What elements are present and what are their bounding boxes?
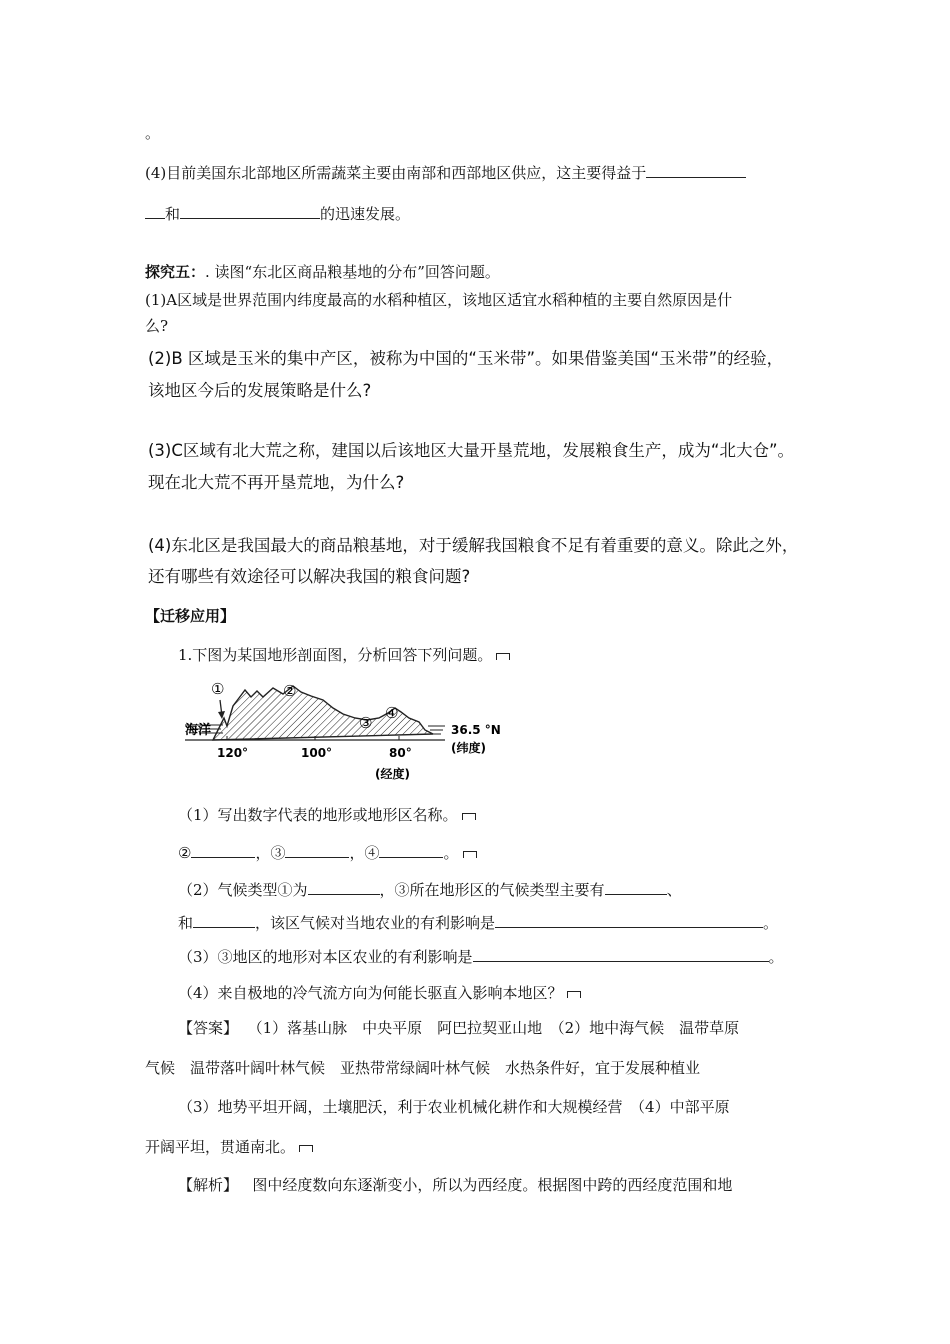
answer-line-4 — [145, 1137, 313, 1157]
paragraph-mark-icon — [299, 1145, 313, 1152]
us-q4-text: (4)目前美国东北部地区所需蔬菜主要由南部和西部地区供应，这主要得益于 — [145, 164, 647, 182]
latitude-label: 36.5 °N — [451, 723, 501, 737]
sub1-label-4: ，④ — [349, 844, 380, 862]
analysis-line — [178, 1175, 732, 1195]
explore5-heading — [145, 262, 500, 282]
sub-question-2-line2 — [178, 913, 778, 933]
sub2-line2-end: 。 — [763, 914, 779, 932]
explore5-q2-line1: (2)B 区域是玉米的集中产区，被称为中国的“玉米带”。如果借鉴美国“玉米带”的经验， — [148, 349, 784, 368]
sub4-text: （4）来自极地的冷气流方向为何能长驱直入影响本地区？ — [178, 984, 563, 1002]
us-question-4-line1 — [145, 163, 746, 183]
explore5-q2-line2: 该地区今后的发展策略是什么? — [148, 381, 372, 400]
paragraph-mark-icon — [462, 813, 476, 820]
application-q1-text: 1.下图为某国地形剖面图，分析回答下列问题。 — [178, 646, 493, 664]
explore5-q3-line2: 现在北大荒不再开垦荒地，为什么? — [148, 473, 405, 492]
label-3: ③ — [359, 714, 373, 732]
answer-label: 【答案】 — [178, 1019, 239, 1037]
sub1-label-2: ② — [178, 844, 192, 862]
us-q4-blank-2[interactable] — [180, 204, 320, 219]
label-1: ① — [211, 680, 225, 698]
sub2-blank-3[interactable] — [193, 913, 255, 928]
sub1-text: （1）写出数字代表的地形或地形区名称。 — [178, 806, 458, 824]
sub1-blank-4[interactable] — [379, 843, 443, 858]
sub3-end: 。 — [768, 948, 784, 966]
sub-question-1-answers — [178, 843, 477, 863]
label-2: ② — [283, 682, 297, 700]
sub1-blank-3[interactable] — [285, 843, 349, 858]
terrain-cross-section — [213, 686, 433, 740]
sub2-mid: ，③所在地形区的气候类型主要有 — [379, 881, 605, 899]
us-q4-end: 的迅速发展。 — [320, 205, 411, 223]
explore5-title: 探究五： — [145, 263, 206, 281]
paragraph-mark-icon — [463, 851, 477, 858]
sub3-blank[interactable] — [473, 947, 769, 962]
label-4: ④ — [385, 704, 399, 722]
explore5-q4-line1: (4)东北区是我国最大的商品粮基地，对于缓解我国粮食不足有着重要的意义。除此之外， — [148, 536, 799, 555]
us-q4-blank-1-cont[interactable] — [145, 204, 165, 219]
sub-question-1 — [178, 805, 476, 825]
sub1-blank-2[interactable] — [191, 843, 255, 858]
sub-question-4 — [178, 983, 581, 1003]
application-heading: 【迁移应用】 — [145, 607, 236, 625]
stray-period: 。 — [145, 124, 161, 142]
explore5-intro: . 读图“东北区商品粮基地的分布”回答问题。 — [205, 263, 500, 281]
tick-label-120: 120° — [217, 746, 249, 760]
answer-line-2: 气候 温带落叶阔叶林气候 亚热带常绿阔叶林气候 水热条件好，宜于发展种植业 — [145, 1059, 701, 1077]
ocean-label: 海洋 — [185, 723, 212, 738]
sub2-blank-2[interactable] — [605, 880, 667, 895]
sub2-sep: 、 — [666, 881, 682, 899]
explore5-q3-line1: (3)C区域有北大荒之称，建国以后该地区大量开垦荒地，发展粮食生产，成为“北大仓”。 — [148, 441, 794, 460]
application-q1-intro — [178, 645, 510, 665]
explore5-q1-line1: (1)A区域是世界范围内纬度最高的水稻种植区，该地区适宜水稻种植的主要自然原因是什 — [145, 291, 733, 309]
sub1-label-3: ，③ — [255, 844, 286, 862]
analysis-text: 图中经度数向东逐渐变小，所以为西经度。根据图中跨的西经度范围和地 — [252, 1176, 733, 1194]
us-question-4-line2 — [145, 204, 410, 224]
answer-text-1: （1）落基山脉 中央平原 阿巴拉契亚山地 （2）地中海气候 温带草原 — [247, 1019, 740, 1037]
terrain-profile-figure — [183, 678, 503, 784]
sub2-blank-1[interactable] — [308, 880, 380, 895]
sub1-end: 。 — [443, 844, 459, 862]
us-q4-blank-1[interactable] — [646, 163, 746, 178]
sub3-text: （3）③地区的地形对本区农业的有利影响是 — [178, 948, 473, 966]
tick-label-100: 100° — [301, 746, 333, 760]
longitude-axis-label: (经度) — [375, 767, 410, 781]
latitude-unit-label: (纬度) — [451, 741, 486, 755]
sub-question-3 — [178, 947, 784, 967]
sub2-and: 和 — [178, 914, 194, 932]
paragraph-mark-icon — [496, 653, 510, 660]
sub-question-2-line1 — [178, 880, 682, 900]
answer-line-1 — [178, 1018, 739, 1038]
paragraph-mark-icon — [567, 991, 581, 998]
sub2-start: （2）气候类型①为 — [178, 881, 308, 899]
tick-label-80: 80° — [389, 746, 412, 760]
explore5-q4-line2: 还有哪些有效途径可以解决我国的粮食问题? — [148, 567, 471, 586]
explore5-q1-line2: 么? — [145, 317, 169, 335]
analysis-label: 【解析】 — [178, 1176, 239, 1194]
answer-line-3: （3）地势平坦开阔，土壤肥沃，利于农业机械化耕作和大规模经营 （4）中部平原 — [178, 1098, 730, 1116]
us-q4-and: 和 — [165, 205, 181, 223]
sub2-line2-mid: ，该区气候对当地农业的有利影响是 — [255, 914, 496, 932]
answer-text-4: 开阔平坦，贯通南北。 — [145, 1138, 296, 1156]
sub2-blank-4[interactable] — [495, 913, 763, 928]
